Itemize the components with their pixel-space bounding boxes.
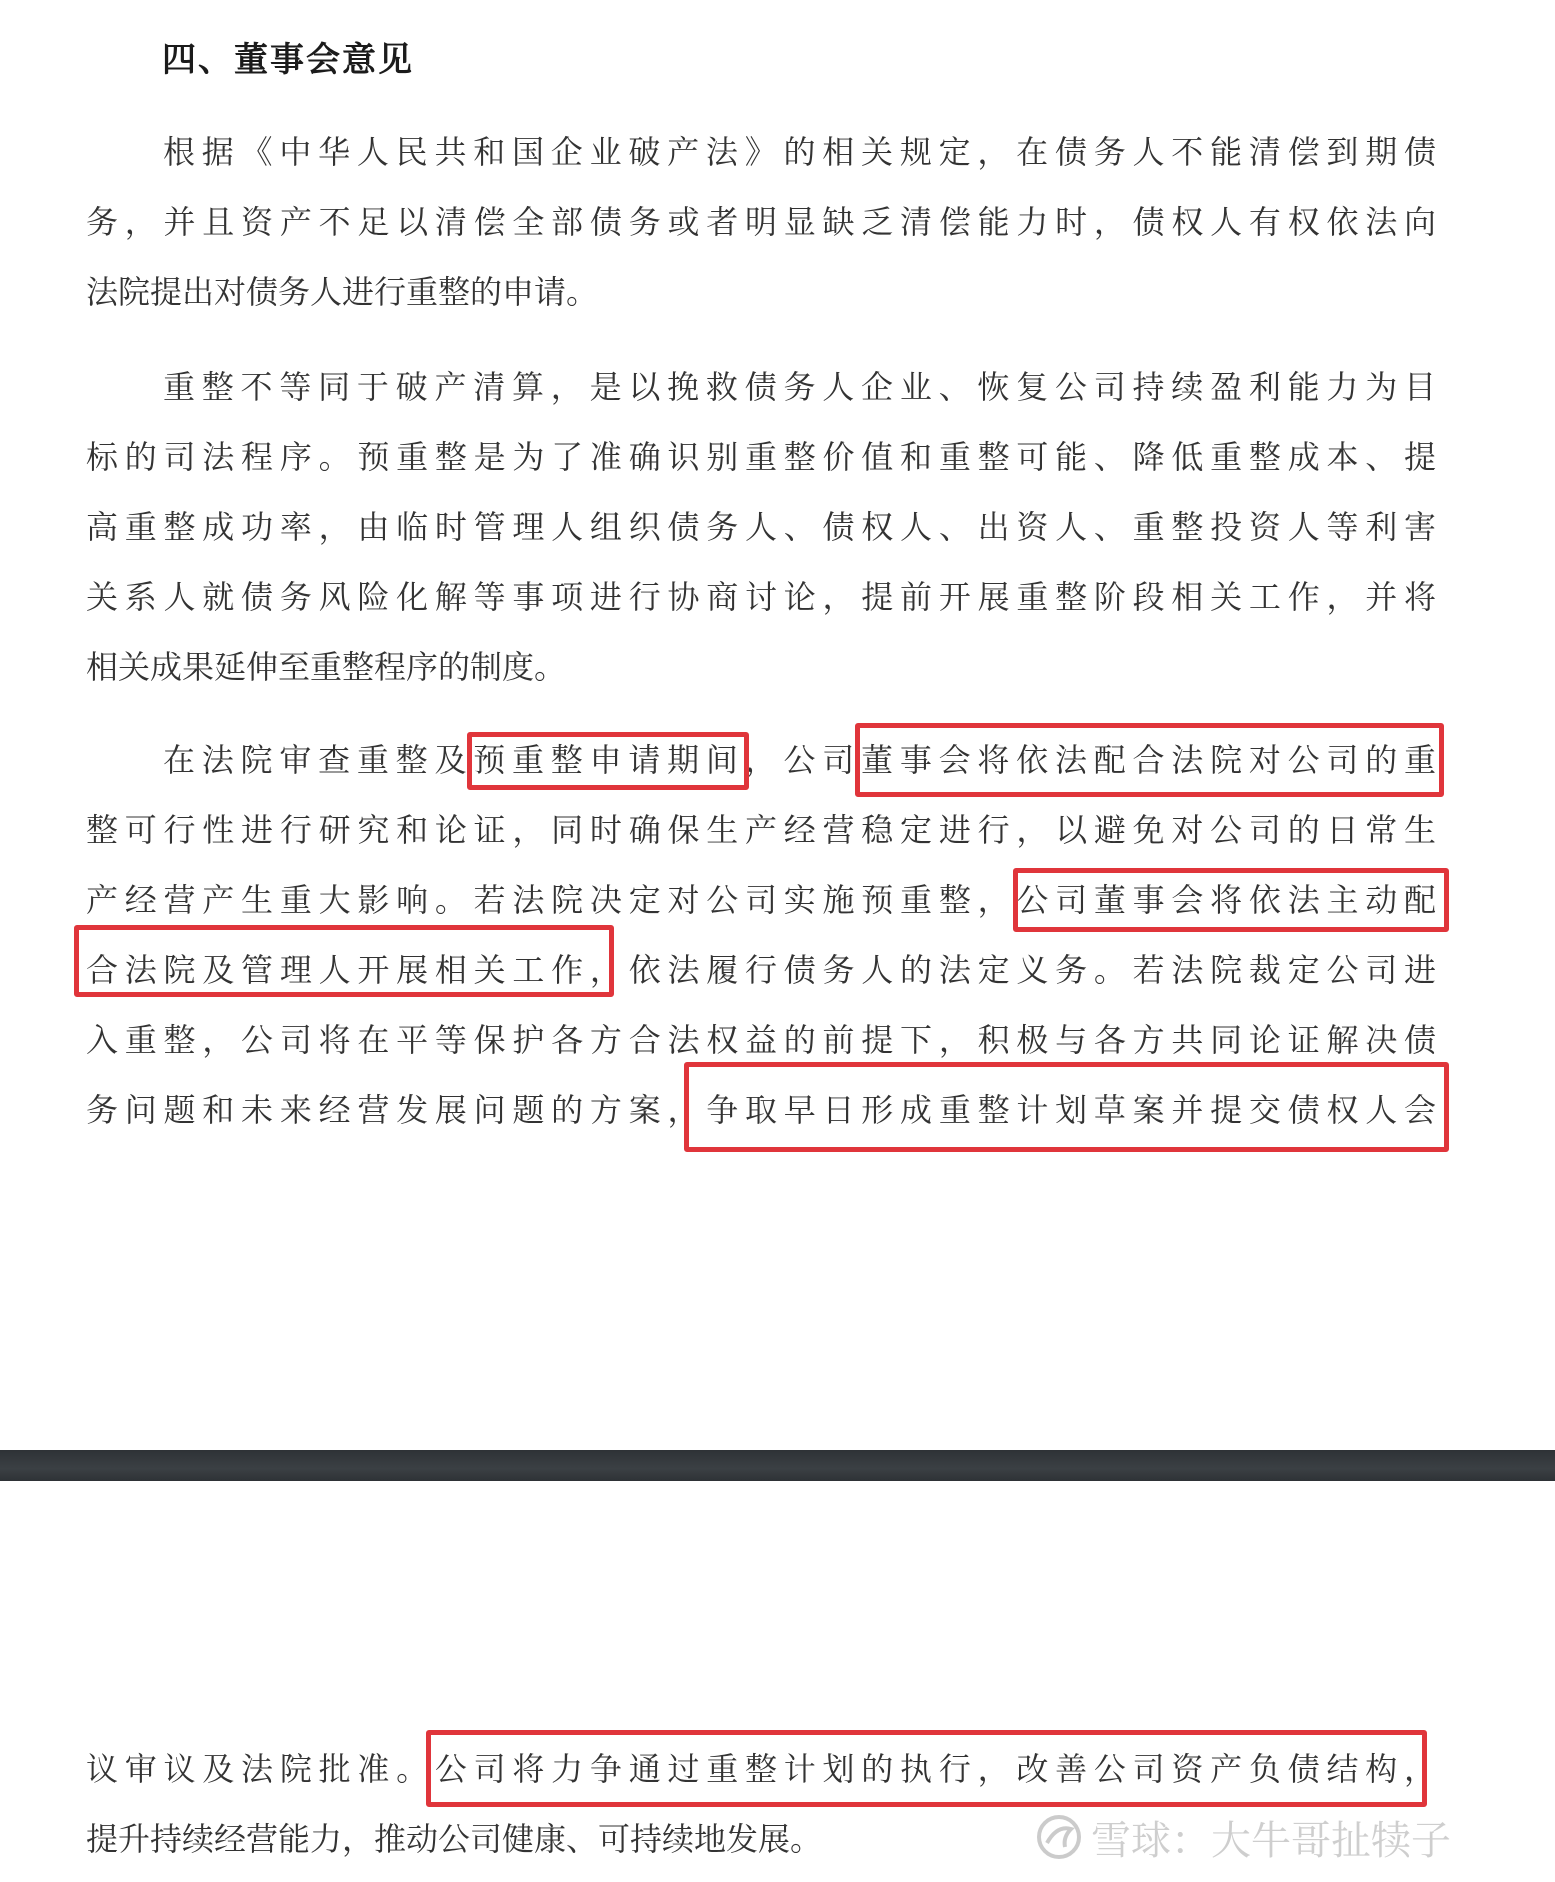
paragraph-3-line-1: 在法院审查重整及预重整申请期间，公司董事会将依法配合法院对公司的重	[163, 741, 1436, 779]
paragraph-3-line-2: 整可行性进行研究和论证，同时确保生产经营稳定进行，以避免对公司的日常生	[86, 811, 1436, 849]
paragraph-2-line-2: 标的司法程序。预重整是为了准确识别重整价值和重整可能、降低重整成本、提	[86, 438, 1436, 476]
paragraph-2-line-1: 重整不等同于破产清算，是以挽救债务人企业、恢复公司持续盈利能力为目	[163, 368, 1436, 406]
watermark-text: 雪球：大牛哥扯犊子	[1091, 1817, 1451, 1864]
page-break-bar	[0, 1450, 1555, 1481]
paragraph-2-line-3: 高重整成功率，由临时管理人组织债务人、债权人、出资人、重整投资人等利害	[86, 508, 1436, 546]
snowball-logo-icon	[1035, 1813, 1083, 1861]
paragraph-3-line-5: 入重整，公司将在平等保护各方合法权益的前提下，积极与各方共同论证解决债	[86, 1021, 1436, 1059]
paragraph-1-line-1: 根据《中华人民共和国企业破产法》的相关规定，在债务人不能清偿到期债	[163, 133, 1436, 171]
paragraph-1-line-2: 务，并且资产不足以清偿全部债务或者明显缺乏清偿能力时，债权人有权依法向	[86, 203, 1436, 241]
paragraph-2-line-4: 关系人就债务风险化解等事项进行协商讨论，提前开展重整阶段相关工作，并将	[86, 578, 1436, 616]
section-heading: 四、董事会意见	[162, 40, 414, 80]
paragraph-2-line-5: 相关成果延伸至重整程序的制度。	[86, 648, 567, 686]
continuation-line-1: 议审议及法院批准。公司将力争通过重整计划的执行，改善公司资产负债结构，	[86, 1750, 1436, 1788]
watermark	[1035, 1802, 1451, 1872]
paragraph-3-line-4: 合法院及管理人开展相关工作，依法履行债务人的法定义务。若法院裁定公司进	[86, 951, 1436, 989]
paragraph-1-line-3: 法院提出对债务人进行重整的申请。	[86, 273, 599, 311]
paragraph-3-line-3: 产经营产生重大影响。若法院决定对公司实施预重整，公司董事会将依法主动配	[86, 881, 1436, 919]
continuation-line-2: 提升持续经营能力，推动公司健康、可持续地发展。	[86, 1820, 823, 1858]
paragraph-3-line-6: 务问题和未来经营发展问题的方案，争取早日形成重整计划草案并提交债权人会	[86, 1091, 1436, 1129]
